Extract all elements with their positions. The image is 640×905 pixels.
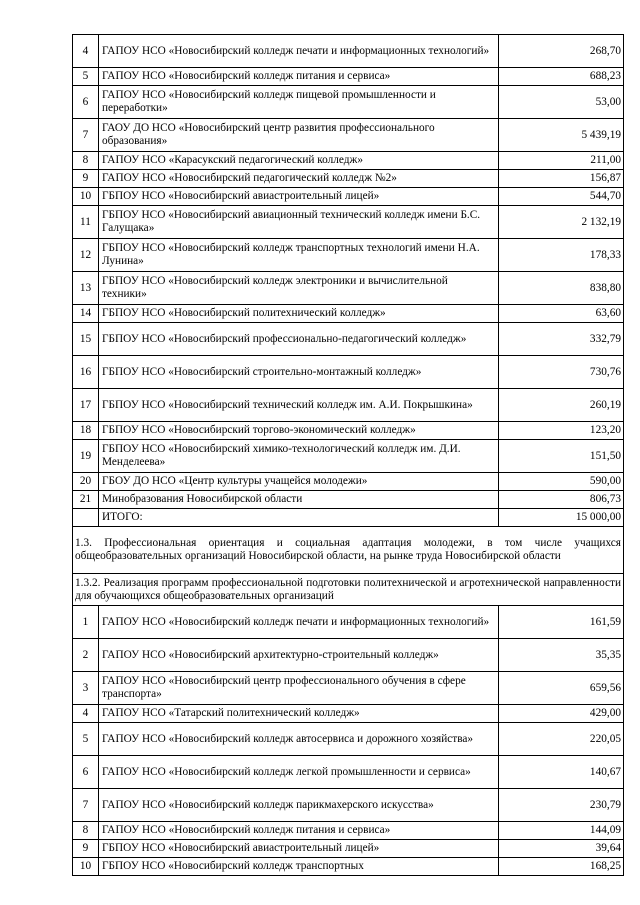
amount: 590,00 — [499, 473, 624, 491]
amount: 53,00 — [499, 86, 624, 119]
table-row — [73, 305, 624, 323]
row-number: 14 — [73, 305, 99, 323]
table-row — [73, 170, 624, 188]
table-row — [73, 858, 624, 876]
table-row — [73, 356, 624, 389]
institution-name: ГАПОУ НСО «Новосибирский колледж печати и информационных технологий» — [99, 35, 499, 68]
row-number: 8 — [73, 822, 99, 840]
total-amount: 15 000,00 — [499, 509, 624, 527]
institution-name: ГБПОУ НСО «Новосибирский строительно-монтажный колледж» — [99, 356, 499, 389]
section-heading-1-3-2: 1.3.2. Реализация программ профессиональной подготовки политехнической и агротехнической направленности для обучающихся общеобразовательных организаций — [73, 574, 624, 606]
amount: 63,60 — [499, 305, 624, 323]
amount: 332,79 — [499, 323, 624, 356]
table-row — [73, 822, 624, 840]
table-row — [73, 35, 624, 68]
institution-name: Минобразования Новосибирской области — [99, 491, 499, 509]
amount: 268,70 — [499, 35, 624, 68]
table-row — [73, 606, 624, 639]
institution-name: ГАПОУ НСО «Новосибирский колледж автосервиса и дорожного хозяйства» — [99, 723, 499, 756]
table-row — [73, 672, 624, 705]
table-row — [73, 705, 624, 723]
table-row — [73, 86, 624, 119]
amount: 806,73 — [499, 491, 624, 509]
empty-cell — [73, 509, 99, 527]
row-number: 11 — [73, 206, 99, 239]
institution-name: ГАПОУ НСО «Татарский политехнический колледж» — [99, 705, 499, 723]
total-row — [73, 509, 624, 527]
institution-name: ГБПОУ НСО «Новосибирский авиастроительный лицей» — [99, 188, 499, 206]
institution-name: ГБПОУ НСО «Новосибирский торгово-экономический колледж» — [99, 422, 499, 440]
institution-name: ГБОУ ДО НСО «Центр культуры учащейся молодежи» — [99, 473, 499, 491]
row-number: 16 — [73, 356, 99, 389]
amount: 156,87 — [499, 170, 624, 188]
row-number: 17 — [73, 389, 99, 422]
institution-name: ГАПОУ НСО «Новосибирский колледж печати и информационных технологий» — [99, 606, 499, 639]
row-number: 6 — [73, 756, 99, 789]
table-row — [73, 639, 624, 672]
table-row — [73, 789, 624, 822]
institution-name: ГБПОУ НСО «Новосибирский химико-технологический колледж им. Д.И. Менделеева» — [99, 440, 499, 473]
row-number: 9 — [73, 840, 99, 858]
institution-name: ГБПОУ НСО «Новосибирский колледж электроники и вычислительной техники» — [99, 272, 499, 305]
table-row — [73, 723, 624, 756]
amount: 544,70 — [499, 188, 624, 206]
table-row — [73, 440, 624, 473]
institution-name: ГБПОУ НСО «Новосибирский колледж транспортных технологий имени Н.А. Лунина» — [99, 239, 499, 272]
amount: 2 132,19 — [499, 206, 624, 239]
row-number: 6 — [73, 86, 99, 119]
institution-name: ГАПОУ НСО «Новосибирский колледж питания и сервиса» — [99, 68, 499, 86]
institution-name: ГБПОУ НСО «Новосибирский авиастроительный лицей» — [99, 840, 499, 858]
section-row — [73, 527, 624, 574]
table-row — [73, 389, 624, 422]
row-number: 10 — [73, 858, 99, 876]
amount: 168,25 — [499, 858, 624, 876]
section-heading-1-3: 1.3. Профессиональная ориентация и социальная адаптация молодежи, в том числе учащихся общеобразовательных организаций Новосибирской области, на рынке труда Новосибирской области — [73, 527, 624, 574]
table-row — [73, 323, 624, 356]
institution-name: ГАОУ ДО НСО «Новосибирский центр развития профессионального образования» — [99, 119, 499, 152]
amount: 178,33 — [499, 239, 624, 272]
institution-name: ГАПОУ НСО «Новосибирский центр профессионального обучения в сфере транспорта» — [99, 672, 499, 705]
institution-name: ГАПОУ НСО «Новосибирский колледж питания и сервиса» — [99, 822, 499, 840]
amount: 429,00 — [499, 705, 624, 723]
amount: 161,59 — [499, 606, 624, 639]
table-row — [73, 840, 624, 858]
row-number: 7 — [73, 789, 99, 822]
institution-name: ГБПОУ НСО «Новосибирский профессионально-педагогический колледж» — [99, 323, 499, 356]
row-number: 10 — [73, 188, 99, 206]
row-number: 9 — [73, 170, 99, 188]
amount: 123,20 — [499, 422, 624, 440]
table-row — [73, 756, 624, 789]
row-number: 21 — [73, 491, 99, 509]
institution-name: ГАПОУ НСО «Новосибирский колледж легкой промышленности и сервиса» — [99, 756, 499, 789]
institution-name: ГАПОУ НСО «Карасукский педагогический колледж» — [99, 152, 499, 170]
section-row — [73, 574, 624, 606]
row-number: 3 — [73, 672, 99, 705]
row-number: 15 — [73, 323, 99, 356]
institution-name: ГБПОУ НСО «Новосибирский политехнический колледж» — [99, 305, 499, 323]
table-row — [73, 119, 624, 152]
amount: 151,50 — [499, 440, 624, 473]
table-row — [73, 272, 624, 305]
institution-name: ГБПОУ НСО «Новосибирский технический колледж им. А.И. Покрышкина» — [99, 389, 499, 422]
institution-name: ГАПОУ НСО «Новосибирский архитектурно-строительный колледж» — [99, 639, 499, 672]
amount: 140,67 — [499, 756, 624, 789]
row-number: 5 — [73, 723, 99, 756]
row-number: 12 — [73, 239, 99, 272]
table-row — [73, 491, 624, 509]
row-number: 4 — [73, 705, 99, 723]
row-number: 20 — [73, 473, 99, 491]
row-number: 5 — [73, 68, 99, 86]
table-row — [73, 422, 624, 440]
table-row — [73, 239, 624, 272]
amount: 211,00 — [499, 152, 624, 170]
row-number: 18 — [73, 422, 99, 440]
budget-allocation-table — [72, 34, 624, 876]
amount: 5 439,19 — [499, 119, 624, 152]
amount: 35,35 — [499, 639, 624, 672]
amount: 144,09 — [499, 822, 624, 840]
amount: 260,19 — [499, 389, 624, 422]
row-number: 19 — [73, 440, 99, 473]
institution-name: ГАПОУ НСО «Новосибирский педагогический колледж №2» — [99, 170, 499, 188]
table-row — [73, 206, 624, 239]
institution-name: ГАПОУ НСО «Новосибирский колледж парикмахерского искусства» — [99, 789, 499, 822]
institution-name: ГБПОУ НСО «Новосибирский колледж транспортных — [99, 858, 499, 876]
total-label: ИТОГО: — [99, 509, 499, 527]
table-row — [73, 188, 624, 206]
institution-name: ГБПОУ НСО «Новосибирский авиационный технический колледж имени Б.С. Галущака» — [99, 206, 499, 239]
row-number: 13 — [73, 272, 99, 305]
table-row — [73, 473, 624, 491]
institution-name: ГАПОУ НСО «Новосибирский колледж пищевой промышленности и переработки» — [99, 86, 499, 119]
row-number: 4 — [73, 35, 99, 68]
amount: 230,79 — [499, 789, 624, 822]
row-number: 1 — [73, 606, 99, 639]
amount: 39,64 — [499, 840, 624, 858]
amount: 838,80 — [499, 272, 624, 305]
row-number: 2 — [73, 639, 99, 672]
amount: 659,56 — [499, 672, 624, 705]
amount: 220,05 — [499, 723, 624, 756]
table-row — [73, 152, 624, 170]
table-row — [73, 68, 624, 86]
row-number: 8 — [73, 152, 99, 170]
amount: 688,23 — [499, 68, 624, 86]
amount: 730,76 — [499, 356, 624, 389]
row-number: 7 — [73, 119, 99, 152]
